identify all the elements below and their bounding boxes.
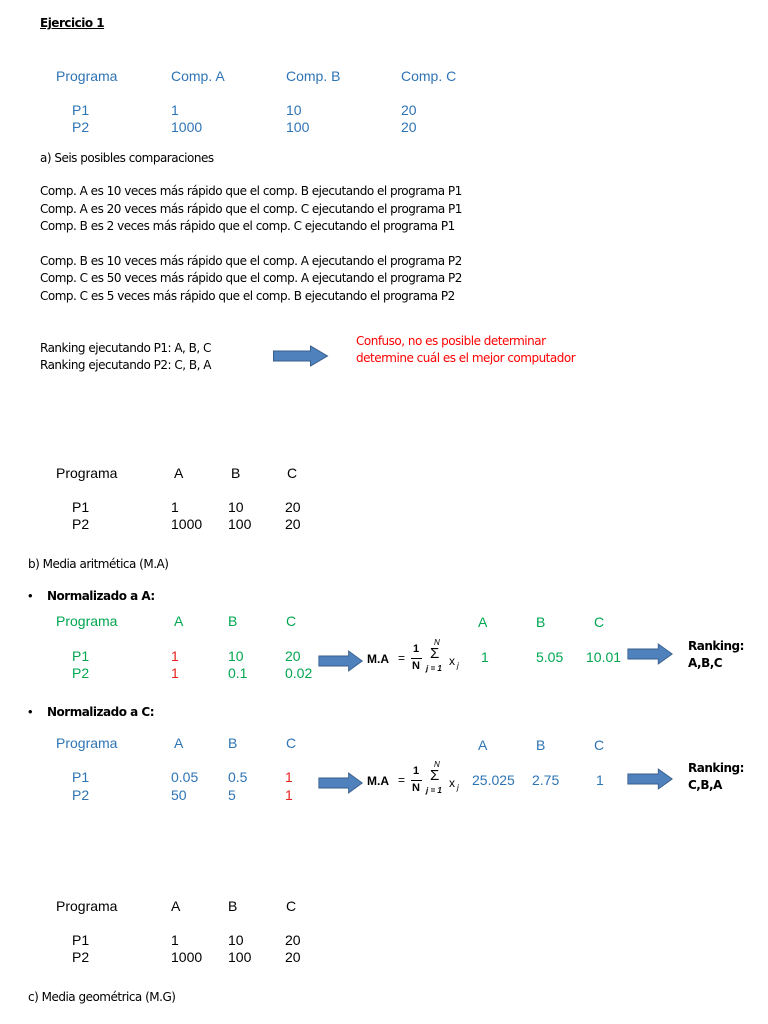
ranking-label: Ranking: <box>688 639 744 653</box>
formula-denominator: N <box>412 660 420 672</box>
result-value: 2.75 <box>532 772 560 788</box>
table-cell: P2 <box>72 787 90 803</box>
table-cell: 1000 <box>171 949 203 965</box>
exercise-title: Ejercicio 1 <box>40 16 105 30</box>
table-cell: 1 <box>171 648 179 664</box>
result-header: B <box>536 737 546 753</box>
sum-upper: N <box>434 638 440 647</box>
result-value: 5.05 <box>536 649 564 665</box>
table-cell: 10 <box>228 648 244 664</box>
formula-variable: x <box>449 776 455 790</box>
table-cell: 10 <box>228 932 244 948</box>
table-cell: 1 <box>285 787 293 803</box>
sigma-icon: Σ <box>430 645 440 662</box>
bullet-icon: • <box>28 704 33 719</box>
bullet-icon: • <box>28 588 33 603</box>
table-cell: 10 <box>228 499 244 515</box>
table-header-comp-a: Comp. A <box>171 68 225 84</box>
table-cell: 20 <box>285 648 301 664</box>
table-cell: 50 <box>171 787 187 803</box>
table-cell: P2 <box>72 516 90 532</box>
comparison-line: Comp. B es 10 veces más rápido que el comp. A ejecutando el programa P2 <box>40 254 462 268</box>
table-header-comp-b: Comp. B <box>286 68 341 84</box>
table-cell: 0.05 <box>171 769 199 785</box>
table-cell: 0.1 <box>228 665 248 681</box>
result-header: A <box>478 614 488 630</box>
sum-upper: N <box>434 760 440 769</box>
formula-variable: x <box>449 654 455 668</box>
table-header-comp-c: Comp. C <box>401 68 457 84</box>
table-cell: P2 <box>72 665 90 681</box>
result-value: 25.025 <box>472 772 515 788</box>
table-header-c: C <box>286 613 297 629</box>
section-c-heading: c) Media geométrica (M.G) <box>28 990 176 1004</box>
normalized-a-label: Normalizado a A: <box>47 589 155 603</box>
ranking-value: A,B,C <box>688 656 723 670</box>
formula-lhs: M.A <box>367 774 389 788</box>
table-cell: 1 <box>171 665 179 681</box>
formula-equals: = <box>398 773 406 787</box>
formula-subscript: j <box>457 783 459 792</box>
table-header-programa: Programa <box>56 898 118 914</box>
table-cell: 20 <box>285 516 301 532</box>
table-cell: 20 <box>401 119 417 135</box>
table-cell: 1000 <box>171 516 203 532</box>
table-header-b: B <box>231 465 241 481</box>
table-header-a: A <box>174 613 184 629</box>
fraction-bar <box>411 780 422 781</box>
table-header-c: C <box>286 735 297 751</box>
result-header: A <box>478 737 488 753</box>
table-cell: 20 <box>401 102 417 118</box>
arrow-right-icon <box>627 643 673 665</box>
table-cell: 100 <box>228 516 252 532</box>
fraction-bar <box>411 658 422 659</box>
table-header-c: C <box>287 465 298 481</box>
table-cell: 1 <box>285 769 293 785</box>
table-cell: 10 <box>286 102 302 118</box>
arrow-right-icon <box>318 650 363 672</box>
result-header: C <box>594 737 605 753</box>
table-header-programa: Programa <box>56 735 118 751</box>
table-cell: 1000 <box>171 119 203 135</box>
formula-lhs: M.A <box>367 652 389 666</box>
table-cell: P1 <box>72 102 90 118</box>
section-a-heading: a) Seis posibles comparaciones <box>40 151 214 165</box>
result-header: C <box>594 614 605 630</box>
table-cell: P1 <box>72 932 90 948</box>
normalized-c-label: Normalizado a C: <box>47 705 155 719</box>
table-cell: P2 <box>72 949 90 965</box>
table-header-b: B <box>228 735 238 751</box>
formula-numerator: 1 <box>413 765 420 777</box>
table-header-a: A <box>174 465 184 481</box>
table-header-a: A <box>174 735 184 751</box>
table-header-b: B <box>228 613 238 629</box>
ranking-p1: Ranking ejecutando P1: A, B, C <box>40 341 211 355</box>
table-cell: P1 <box>72 769 90 785</box>
arrow-right-icon <box>272 345 329 367</box>
formula-denominator: N <box>412 782 420 794</box>
ranking-p2: Ranking ejecutando P2: C, B, A <box>40 358 211 372</box>
sum-lower: j = 1 <box>426 786 442 795</box>
result-header: B <box>536 614 546 630</box>
table-cell: 20 <box>285 499 301 515</box>
formula-subscript: j <box>457 661 459 670</box>
table-cell: 0.5 <box>228 769 248 785</box>
table-cell: 20 <box>285 949 301 965</box>
table-cell: 5 <box>228 787 236 803</box>
result-value: 10.01 <box>586 649 622 665</box>
table-cell: P2 <box>72 119 90 135</box>
ranking-label: Ranking: <box>688 761 744 775</box>
table-cell: 1 <box>171 102 179 118</box>
formula-equals: = <box>398 651 406 665</box>
note-line-2: determine cuál es el mejor computador <box>356 351 576 365</box>
arrow-right-icon <box>627 768 673 790</box>
section-b-heading: b) Media aritmética (M.A) <box>28 557 169 571</box>
table-cell: 100 <box>286 119 310 135</box>
table-header-programa: Programa <box>56 68 118 84</box>
result-value: 1 <box>596 772 604 788</box>
table-cell: 100 <box>228 949 252 965</box>
comparison-line: Comp. A es 20 veces más rápido que el comp. C ejecutando el programa P1 <box>40 202 462 216</box>
comparison-line: Comp. C es 5 veces más rápido que el comp. B ejecutando el programa P2 <box>40 289 455 303</box>
table-cell: P1 <box>72 499 90 515</box>
comparison-line: Comp. A es 10 veces más rápido que el comp. B ejecutando el programa P1 <box>40 184 462 198</box>
table-header-a: A <box>171 898 181 914</box>
table-cell: 1 <box>171 932 179 948</box>
table-header-c: C <box>286 898 297 914</box>
table-header-b: B <box>228 898 238 914</box>
table-header-programa: Programa <box>56 613 118 629</box>
result-value: 1 <box>481 649 489 665</box>
comparison-line: Comp. C es 50 veces más rápido que el comp. A ejecutando el programa P2 <box>40 271 462 285</box>
formula-numerator: 1 <box>413 643 420 655</box>
comparison-line: Comp. B es 2 veces más rápido que el comp. C ejecutando el programa P1 <box>40 219 455 233</box>
sigma-icon: Σ <box>430 767 440 784</box>
table-cell: 0.02 <box>285 665 313 681</box>
note-line-1: Confuso, no es posible determinar <box>356 334 546 348</box>
table-cell: 20 <box>285 932 301 948</box>
arrow-right-icon <box>318 772 363 794</box>
table-header-programa: Programa <box>56 465 118 481</box>
sum-lower: j = 1 <box>426 664 442 673</box>
table-cell: 1 <box>171 499 179 515</box>
ranking-value: C,B,A <box>688 778 722 792</box>
table-cell: P1 <box>72 648 90 664</box>
